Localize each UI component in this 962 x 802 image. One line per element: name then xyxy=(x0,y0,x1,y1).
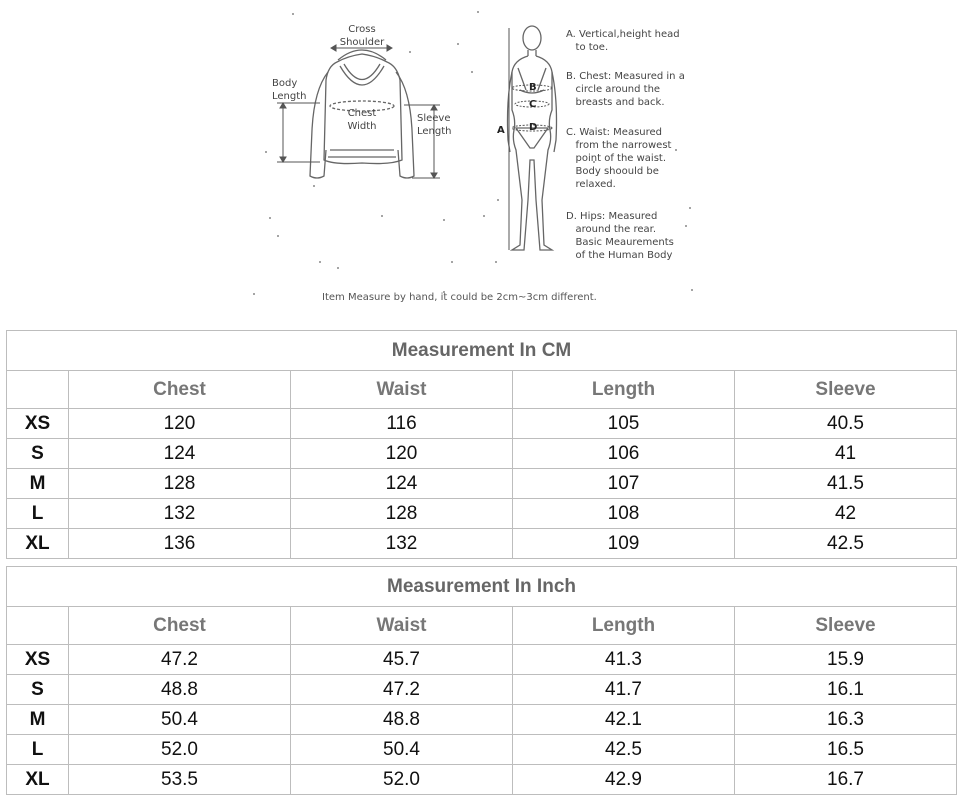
inch-col-chest: Chest xyxy=(69,607,291,645)
chest-value: 52.0 xyxy=(69,735,291,765)
table-row xyxy=(7,469,957,499)
table-row xyxy=(7,705,957,735)
size-label: S xyxy=(7,439,69,469)
chest-value: 124 xyxy=(69,439,291,469)
waist-value: 116 xyxy=(291,409,513,439)
length-value: 42.5 xyxy=(513,735,735,765)
length-value: 42.1 xyxy=(513,705,735,735)
chest-value: 128 xyxy=(69,469,291,499)
cm-col-sleeve: Sleeve xyxy=(735,371,957,409)
measurement-diagram xyxy=(0,0,962,325)
sleeve-value: 42 xyxy=(735,499,957,529)
length-value: 106 xyxy=(513,439,735,469)
cm-col-length: Length xyxy=(513,371,735,409)
table-row xyxy=(7,529,957,559)
table-row xyxy=(7,499,957,529)
length-value: 105 xyxy=(513,409,735,439)
size-label: M xyxy=(7,705,69,735)
cm-corner-cell xyxy=(7,371,69,409)
inch-col-waist: Waist xyxy=(291,607,513,645)
size-label: XS xyxy=(7,409,69,439)
sleeve-value: 16.7 xyxy=(735,765,957,795)
cm-table-section xyxy=(6,330,956,559)
size-label: S xyxy=(7,675,69,705)
waist-value: 45.7 xyxy=(291,645,513,675)
length-value: 41.3 xyxy=(513,645,735,675)
note-d: D. Hips: Measured around the rear. Basic Meaurements of the Human Body xyxy=(566,211,674,261)
waist-value: 128 xyxy=(291,499,513,529)
table-row xyxy=(7,645,957,675)
cross-shoulder-label: Cross Shoulder xyxy=(339,24,385,48)
sleeve-value: 15.9 xyxy=(735,645,957,675)
inch-col-sleeve: Sleeve xyxy=(735,607,957,645)
inch-col-length: Length xyxy=(513,607,735,645)
table-row xyxy=(7,765,957,795)
length-value: 108 xyxy=(513,499,735,529)
sleeve-value: 16.3 xyxy=(735,705,957,735)
chest-value: 120 xyxy=(69,409,291,439)
sleeve-value: 42.5 xyxy=(735,529,957,559)
sleeve-value: 40.5 xyxy=(735,409,957,439)
table-row xyxy=(7,439,957,469)
length-value: 41.7 xyxy=(513,675,735,705)
table-row xyxy=(7,409,957,439)
cm-size-table xyxy=(6,330,957,559)
table-row xyxy=(7,675,957,705)
inch-corner-cell xyxy=(7,607,69,645)
inch-size-table xyxy=(6,566,957,795)
waist-value: 47.2 xyxy=(291,675,513,705)
waist-value: 50.4 xyxy=(291,735,513,765)
body-figure xyxy=(508,26,557,250)
size-label: XS xyxy=(7,645,69,675)
cm-table-caption: Measurement In CM xyxy=(7,331,957,371)
length-value: 109 xyxy=(513,529,735,559)
waist-value: 132 xyxy=(291,529,513,559)
waist-value: 52.0 xyxy=(291,765,513,795)
cm-col-waist: Waist xyxy=(291,371,513,409)
waist-value: 48.8 xyxy=(291,705,513,735)
chest-value: 136 xyxy=(69,529,291,559)
sleeve-length-label: Sleeve Length xyxy=(417,113,452,137)
sleeve-value: 41.5 xyxy=(735,469,957,499)
letter-c-label: C xyxy=(529,99,537,110)
inch-table-caption: Measurement In Inch xyxy=(7,567,957,607)
chest-value: 53.5 xyxy=(69,765,291,795)
measure-footnote: Item Measure by hand, it could be 2cm~3cm different. xyxy=(322,292,597,303)
size-label: L xyxy=(7,499,69,529)
note-c: C. Waist: Measured from the narrowest point of the waist. Body shoould be relaxed. xyxy=(566,127,672,190)
note-a: A. Vertical,height head to toe. xyxy=(566,29,680,53)
letter-a-label: A xyxy=(497,125,505,136)
size-label: L xyxy=(7,735,69,765)
chest-value: 50.4 xyxy=(69,705,291,735)
size-label: M xyxy=(7,469,69,499)
inch-table-section xyxy=(6,566,956,795)
table-row xyxy=(7,735,957,765)
chest-value: 48.8 xyxy=(69,675,291,705)
sleeve-value: 41 xyxy=(735,439,957,469)
waist-value: 120 xyxy=(291,439,513,469)
length-value: 42.9 xyxy=(513,765,735,795)
sleeve-value: 16.5 xyxy=(735,735,957,765)
sleeve-value: 16.1 xyxy=(735,675,957,705)
chest-width-label: Chest Width xyxy=(347,108,377,132)
cm-col-chest: Chest xyxy=(69,371,291,409)
waist-value: 124 xyxy=(291,469,513,499)
chest-value: 47.2 xyxy=(69,645,291,675)
note-b: B. Chest: Measured in a circle around the breasts and back. xyxy=(566,71,685,108)
measurement-illustration xyxy=(0,0,962,325)
letter-b-label: B xyxy=(529,82,537,93)
chest-value: 132 xyxy=(69,499,291,529)
length-value: 107 xyxy=(513,469,735,499)
body-length-label: Body Length xyxy=(272,78,307,102)
letter-d-label: D xyxy=(529,122,538,133)
size-label: XL xyxy=(7,529,69,559)
size-label: XL xyxy=(7,765,69,795)
